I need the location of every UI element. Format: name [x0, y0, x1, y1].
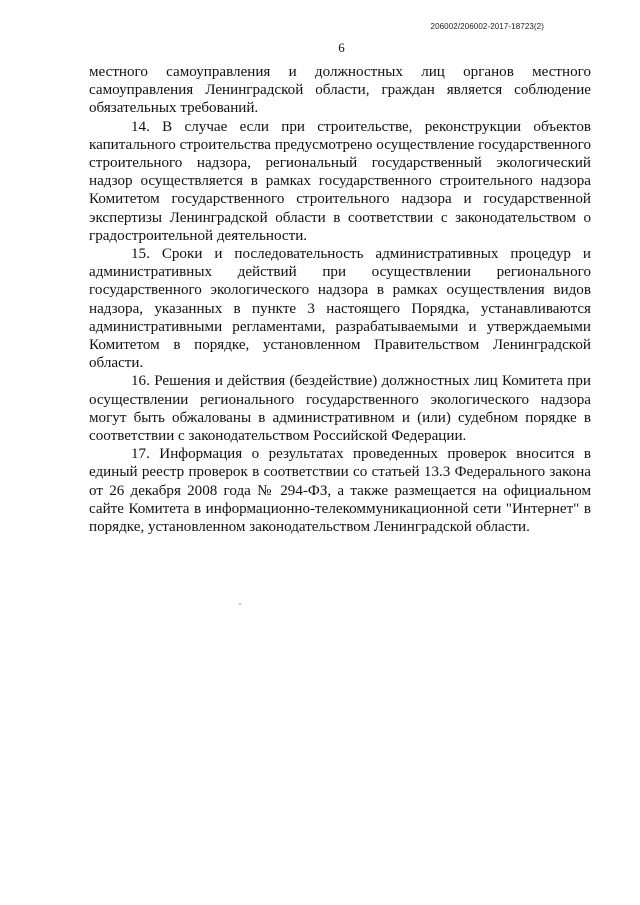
- paragraph-continuation: местного самоуправления и должностных лиц органов местного самоуправления Ленинградской области, граждан является соблюдение обязательных требований.: [89, 64, 591, 117]
- paragraph-15: 15. Сроки и последовательность административных процедур и административных действий при осуществлении регионального государственного экологического надзора в рамках осуществления видов надзора, указанных в пункте 3 настоящего Порядка, устанавливаются административными регламентами, разрабатываемыми и утверждаемыми Комитетом в порядке, установленном Правительством Ленинградской области.: [89, 246, 591, 372]
- scan-speck: [239, 603, 241, 605]
- paragraph-17: 17. Информация о результатах проведенных проверок вносится в единый реестр проверок в соответствии со статьей 13.3 Федерального закона от 26 декабря 2008 года № 294-ФЗ, а также размещается на официальном сайте Комитета в информационно-телекоммуникационной сети "Интернет" в порядке, установленном законодательством Ленинградской области.: [89, 446, 591, 536]
- page-number: 6: [338, 40, 345, 55]
- document-id: 206002/206002-2017-18723(2): [430, 22, 544, 31]
- document-body: [89, 63, 591, 536]
- paragraph-16: 16. Решения и действия (бездействие) должностных лиц Комитета при осуществлении регионального государственного экологического надзора могут быть обжалованы в административном и (или) судебном порядке в соответствии с законодательством Российской Федерации.: [89, 373, 591, 445]
- paragraph-14: 14. В случае если при строительстве, реконструкции объектов капитального строительства предусмотрено осуществление государственного строительного надзора, региональный государственный экологический надзор осуществляется в рамках государственного строительного надзора Комитетом государственного строительного надзора и государственной экспертизы Ленинградской области в соответствии с законодательством о градостроительной деятельности.: [89, 118, 591, 244]
